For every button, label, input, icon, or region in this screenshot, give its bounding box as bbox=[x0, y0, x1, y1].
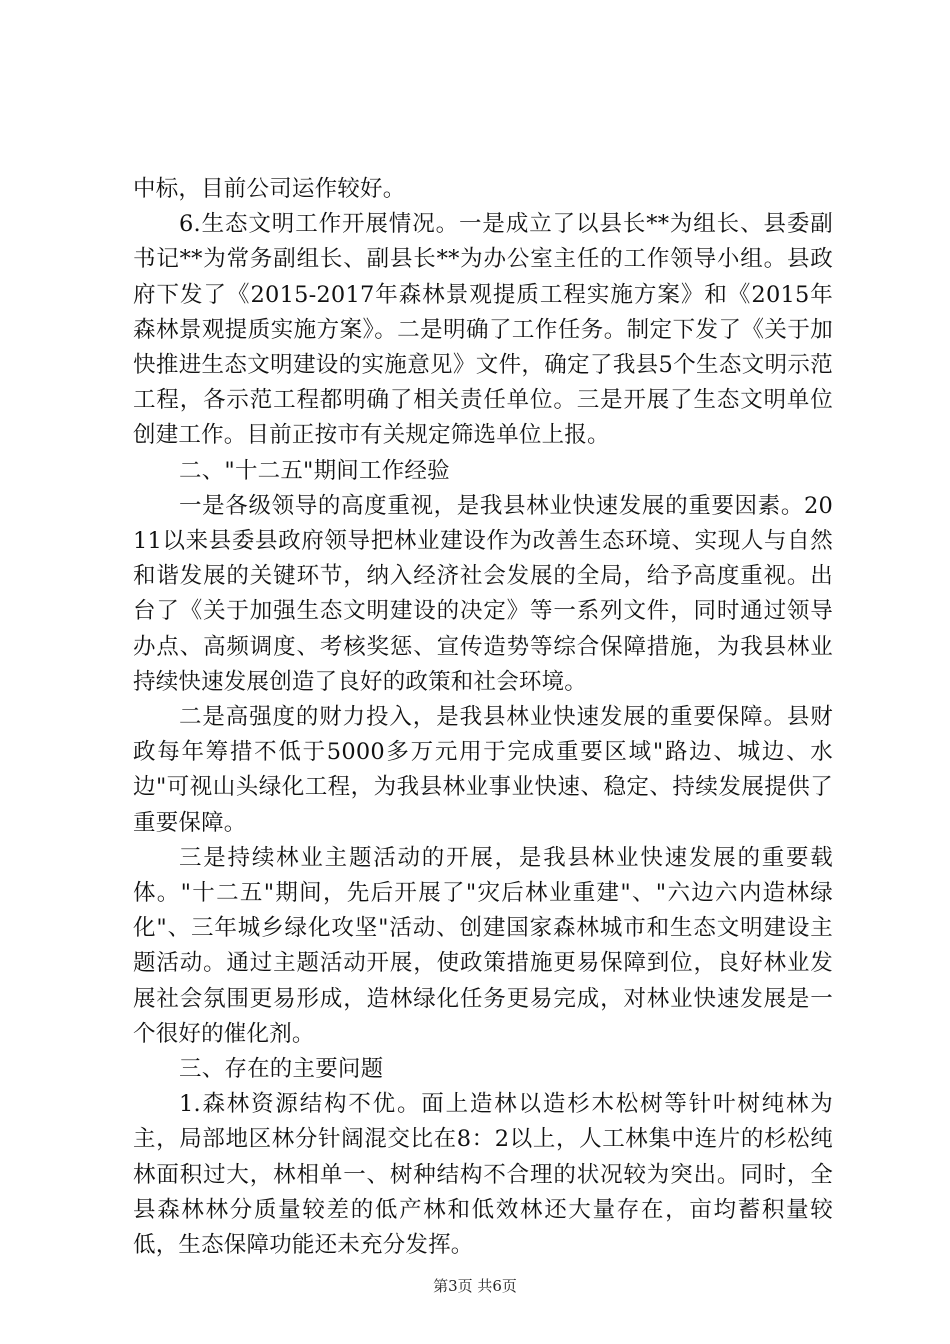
paragraph-theme-activities: 三是持续林业主题活动的开展，是我县林业快速发展的重要载体。"十二五"期间，先后开展了"灾后林业重建"、"六边六内造林绿化"、三年城乡绿化攻坚"活动、创建国家森林城市和生态文明建设主题活动。通过主题活动开展，使政策措施更易保障到位，良好林业发展社会氛围更易形成，造林绿化任务更易完成，对林业快速发展是一个很好的催化剂。 bbox=[133, 844, 833, 1047]
paragraph-financial-input: 二是高强度的财力投入，是我县林业快速发展的重要保障。县财政每年筹措不低于5000多万元用于完成重要区域"路边、城边、水边"可视山头绿化工程，为我县林业事业快速、稳定、持续发展提供了重要保障。 bbox=[133, 704, 833, 836]
paragraph-eco-civilization: 6.生态文明工作开展情况。一是成立了以县长**为组长、县委副书记**为常务副组长、副县长**为办公室主任的工作领导小组。县政府下发了《2015-2017年森林景观提质工程实施方案》和《2015年森林景观提质实施方案》。二是明确了工作任务。制定下发了《关于加快推进生态文明建设的实施意见》文件，确定了我县5个生态文明示范工程，各示范工程都明确了相关责任单位。三是开展了生态文明单位创建工作。目前正按市有关规定筛选单位上报。 bbox=[133, 211, 833, 449]
paragraph-continuation: 中标，目前公司运作较好。 bbox=[133, 176, 406, 202]
document-body bbox=[133, 172, 833, 1263]
section-heading-experience: 二、"十二五"期间工作经验 bbox=[179, 457, 450, 484]
section-heading-problems: 三、存在的主要问题 bbox=[179, 1056, 384, 1083]
paragraph-leadership: 一是各级领导的高度重视，是我县林业快速发展的重要因素。2011以来县委县政府领导把林业建设作为改善生态环境、实现人与自然和谐发展的关键环节，纳入经济社会发展的全局，给予高度重视。出台了《关于加强生态文明建设的决定》等一系列文件，同时通过领导办点、高频调度、考核奖惩、宣传造势等综合保障措施，为我县林业持续快速发展创造了良好的政策和社会环境。 bbox=[133, 492, 833, 695]
paragraph-forest-structure: 1.森林资源结构不优。面上造林以造杉木松树等针叶树纯林为主，局部地区林分针阔混交比在8：2以上，人工林集中连片的杉松纯林面积过大，林相单一、树种结构不合理的状况较为突出。同时，全县森林林分质量较差的低产林和低效林还大量存在，亩均蓄积量较低，生态保障功能还未充分发挥。 bbox=[133, 1091, 833, 1259]
page-number-footer: 第3页 共6页 bbox=[433, 1277, 517, 1295]
